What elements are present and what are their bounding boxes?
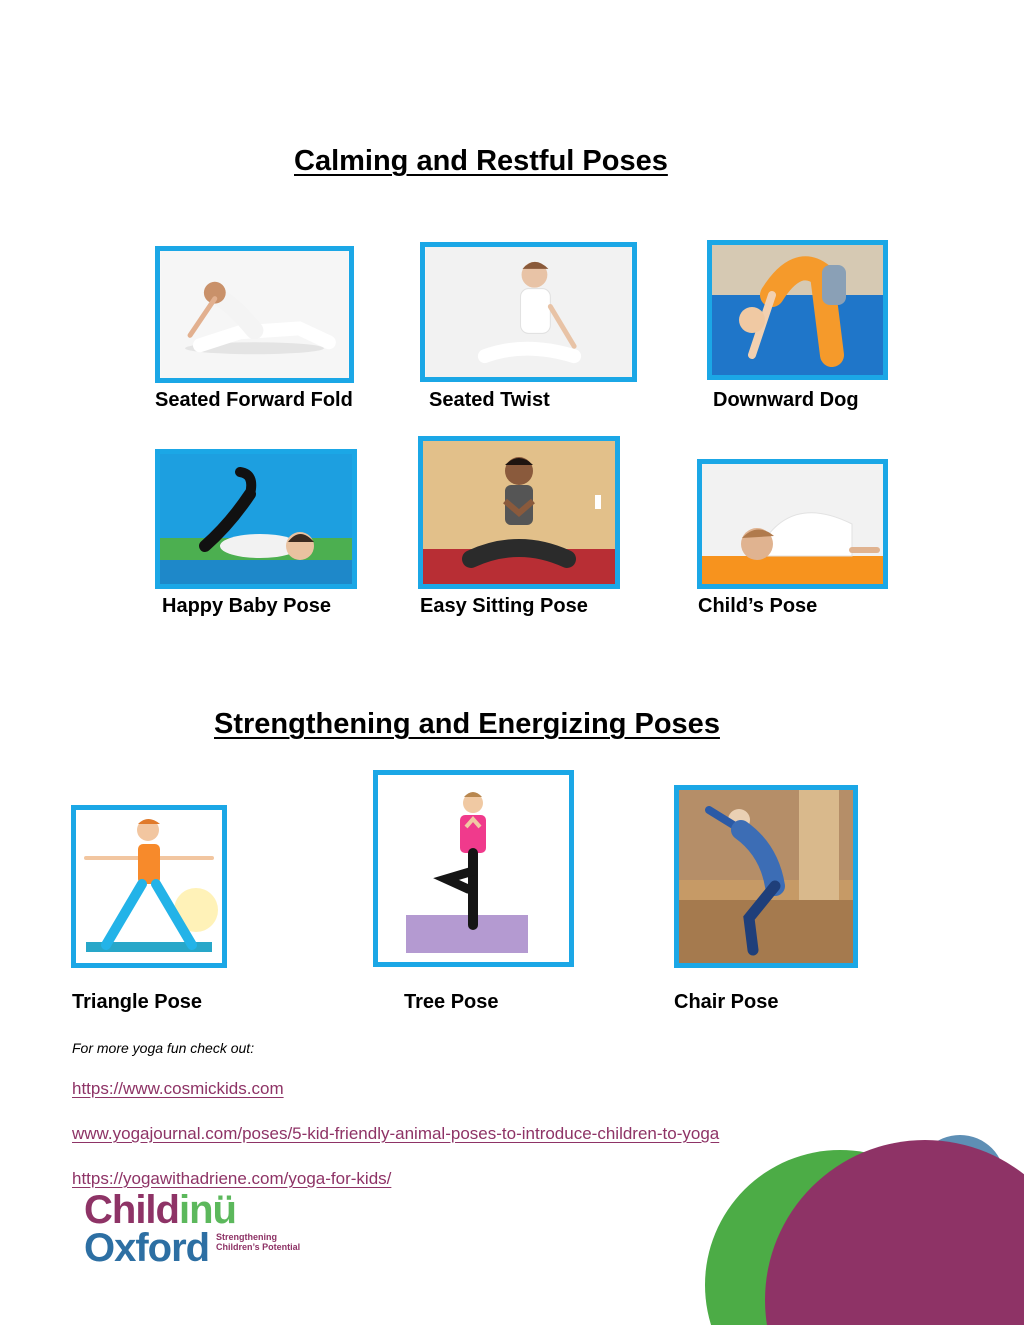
section-title-calming: Calming and Restful Poses [294, 145, 668, 177]
triangle-pose-photo [71, 805, 227, 968]
link-cosmickids[interactable]: https://www.cosmickids.com [72, 1079, 284, 1098]
decorative-circles [690, 1130, 1024, 1325]
logo-word-oxford: Oxford [84, 1226, 210, 1270]
link-yogawithadriene[interactable]: https://yogawithadriene.com/yoga-for-kids/ [72, 1169, 392, 1188]
section-title-strengthening: Strengthening and Energizing Poses [214, 708, 720, 740]
logo-tagline: Strengthening Children’s Potential [216, 1232, 301, 1252]
resources-note: For more yoga fun check out: [72, 1040, 255, 1056]
childinu-oxford-logo [84, 1190, 314, 1270]
logo-word-inu: inü [178, 1188, 236, 1232]
caption-seated-twist: Seated Twist [429, 389, 550, 411]
link-yogajournal[interactable]: www.yogajournal.com/poses/5-kid-friendly-animal-poses-to-introduce-children-to-yoga [72, 1124, 720, 1143]
childs-pose-photo [697, 459, 888, 589]
caption-seated-forward-fold: Seated Forward Fold [155, 389, 353, 411]
caption-chair-pose: Chair Pose [674, 991, 779, 1013]
easy-sitting-photo [418, 436, 620, 589]
chair-pose-photo [674, 785, 858, 968]
downward-dog-photo [707, 240, 888, 380]
tree-pose-photo [373, 770, 574, 967]
happy-baby-photo [155, 449, 357, 589]
caption-easy-sitting: Easy Sitting Pose [420, 595, 588, 617]
caption-triangle-pose: Triangle Pose [72, 991, 203, 1013]
caption-downward-dog: Downward Dog [713, 389, 859, 411]
caption-tree-pose: Tree Pose [404, 991, 499, 1013]
caption-happy-baby: Happy Baby Pose [162, 595, 331, 617]
logo-word-child: Child [84, 1188, 179, 1232]
seated-twist-photo [420, 242, 637, 382]
caption-childs-pose: Child’s Pose [698, 595, 818, 617]
seated-forward-fold-photo [155, 246, 354, 383]
